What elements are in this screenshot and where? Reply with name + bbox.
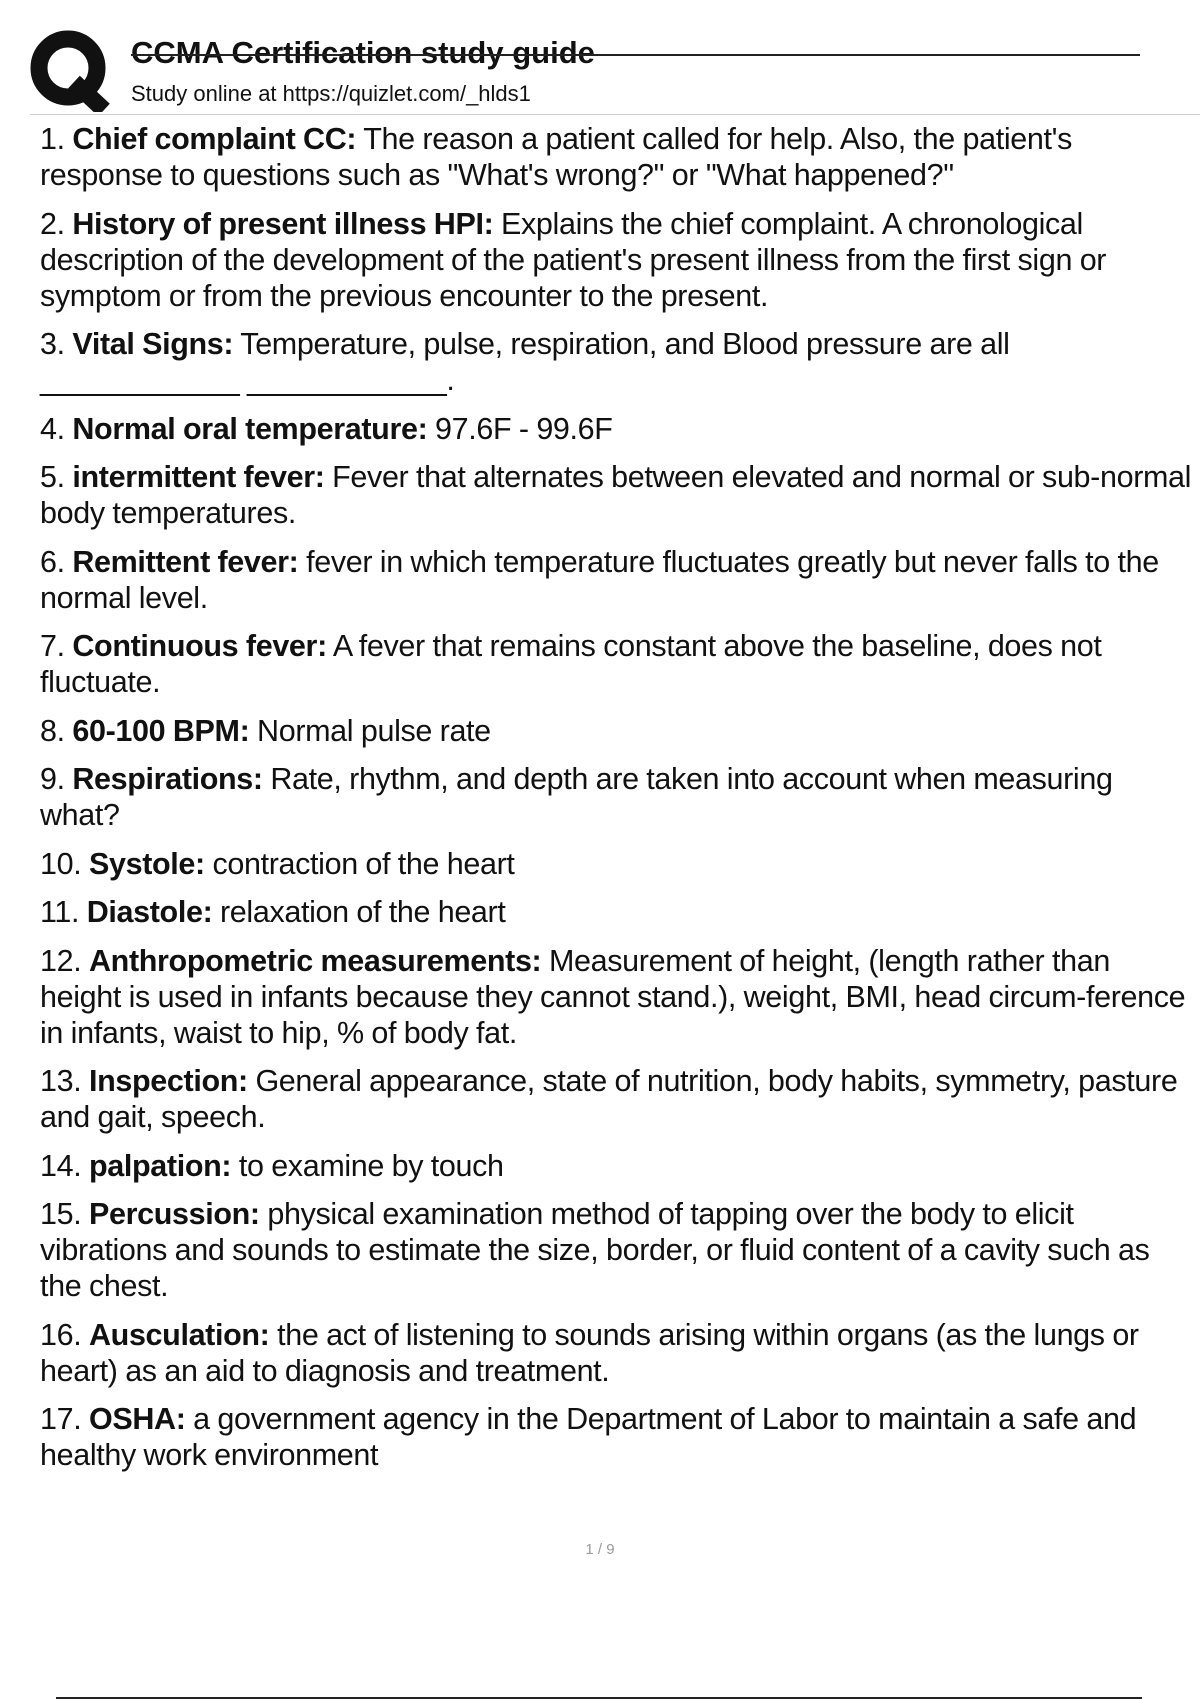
term-name: Chief complaint CC: <box>72 122 357 156</box>
term-number: 9. <box>40 762 65 796</box>
term-list <box>40 121 1192 1486</box>
term-number: 8. <box>40 713 65 748</box>
term-name: Continuous fever: <box>72 629 327 663</box>
term-number: 11. <box>40 895 80 929</box>
term-item <box>40 846 1192 882</box>
term-name: Normal oral temperature: <box>72 411 428 446</box>
term-name: Systole: <box>88 846 205 881</box>
term-definition: Rate, rhythm, and depth are taken into account when measuring what? <box>40 762 1113 832</box>
term-number: 15. <box>40 1197 82 1231</box>
term-name: Respirations: <box>72 762 263 796</box>
term-name: 60-100 BPM: <box>72 713 250 748</box>
term-name: OSHA: <box>88 1402 186 1436</box>
term-name: Remittent fever: <box>72 544 299 579</box>
term-number: 17. <box>40 1402 82 1436</box>
term-number: 4. <box>40 411 65 446</box>
header-divider <box>30 114 1200 115</box>
term-number: 14. <box>40 1148 82 1183</box>
term-number: 1. <box>40 122 65 156</box>
term-name: palpation: <box>88 1148 232 1183</box>
term-definition: Measurement of height, (length rather than height is used in infants because they cannot stand.), weight, BMI, head circum-ference in infants, waist to hip, % of body fat. <box>40 943 1186 1050</box>
term-name: Diastole: <box>86 895 213 929</box>
term-definition: 97.6F - 99.6F <box>435 411 613 446</box>
term-definition: General appearance, state of nutrition, body habits, symmetry, pasture and gait, speech. <box>40 1064 1178 1134</box>
term-item <box>40 894 1192 930</box>
term-item <box>40 1401 1192 1473</box>
term-number: 16. <box>40 1317 82 1352</box>
term-definition: relaxation of the heart <box>220 895 506 929</box>
term-number: 10. <box>40 846 82 881</box>
term-definition: Fever that alternates between elevated and normal or sub-normal body temperatures. <box>40 460 1192 530</box>
term-item <box>40 1196 1192 1304</box>
term-item <box>40 459 1192 531</box>
term-number: 6. <box>40 544 65 579</box>
study-online-link[interactable]: Study online at https://quizlet.com/_hlds1 <box>131 81 531 106</box>
term-name: Ausculation: <box>88 1317 270 1352</box>
term-name: Anthropometric measurements: <box>88 943 542 978</box>
term-item <box>40 1063 1192 1135</box>
term-number: 3. <box>40 327 65 361</box>
term-name: History of present illness HPI: <box>72 206 494 241</box>
title-strike-rule <box>131 54 1140 56</box>
page-number: 1 / 9 <box>585 1541 615 1558</box>
term-name: intermittent fever: <box>72 460 325 494</box>
term-item <box>40 411 1192 447</box>
term-item <box>40 326 1192 398</box>
term-item <box>40 943 1192 1051</box>
term-definition: The reason a patient called for help. Also, the patient's response to questions such as "What's wrong?" or "What happened?" <box>40 122 1073 192</box>
term-definition: a government agency in the Department of Labor to maintain a safe and healthy work environment <box>40 1402 1137 1472</box>
term-name: Vital Signs: <box>72 327 234 361</box>
term-definition: Normal pulse rate <box>257 713 491 748</box>
quizlet-q-logo-icon <box>30 30 112 112</box>
term-number: 2. <box>40 206 65 241</box>
term-item <box>40 206 1192 314</box>
term-number: 13. <box>40 1064 82 1098</box>
term-number: 12. <box>40 943 82 978</box>
term-definition: fever in which temperature fluctuates greatly but never falls to the normal level. <box>40 544 1159 615</box>
term-item <box>40 628 1192 700</box>
term-item <box>40 1148 1192 1184</box>
term-item <box>40 544 1192 616</box>
term-definition: the act of listening to sounds arising within organs (as the lungs or heart) as an aid to diagnosis and treatment. <box>40 1317 1139 1388</box>
term-item <box>40 121 1192 193</box>
term-number: 5. <box>40 460 65 494</box>
term-name: Percussion: <box>88 1197 260 1231</box>
document-title: CCMA Certification study guide <box>131 35 595 70</box>
term-item <box>40 713 1192 749</box>
term-definition: A fever that remains constant above the baseline, does not fluctuate. <box>40 629 1102 699</box>
footer-divider <box>56 1697 1142 1699</box>
term-definition: to examine by touch <box>238 1148 504 1183</box>
term-name: Inspection: <box>88 1064 248 1098</box>
term-number: 7. <box>40 629 65 663</box>
term-item <box>40 761 1192 833</box>
term-definition: Explains the chief complaint. A chronological description of the development of the patient's present illness from the first sign or symptom or from the previous encounter to the present. <box>40 206 1107 313</box>
term-item <box>40 1317 1192 1389</box>
term-definition: physical examination method of tapping over the body to elicit vibrations and sounds to estimate the size, border, or fluid content of a cavity such as the chest. <box>40 1197 1150 1303</box>
term-definition: Temperature, pulse, respiration, and Blood pressure are all ____________ ____________. <box>40 327 1010 397</box>
term-definition: contraction of the heart <box>212 846 515 881</box>
